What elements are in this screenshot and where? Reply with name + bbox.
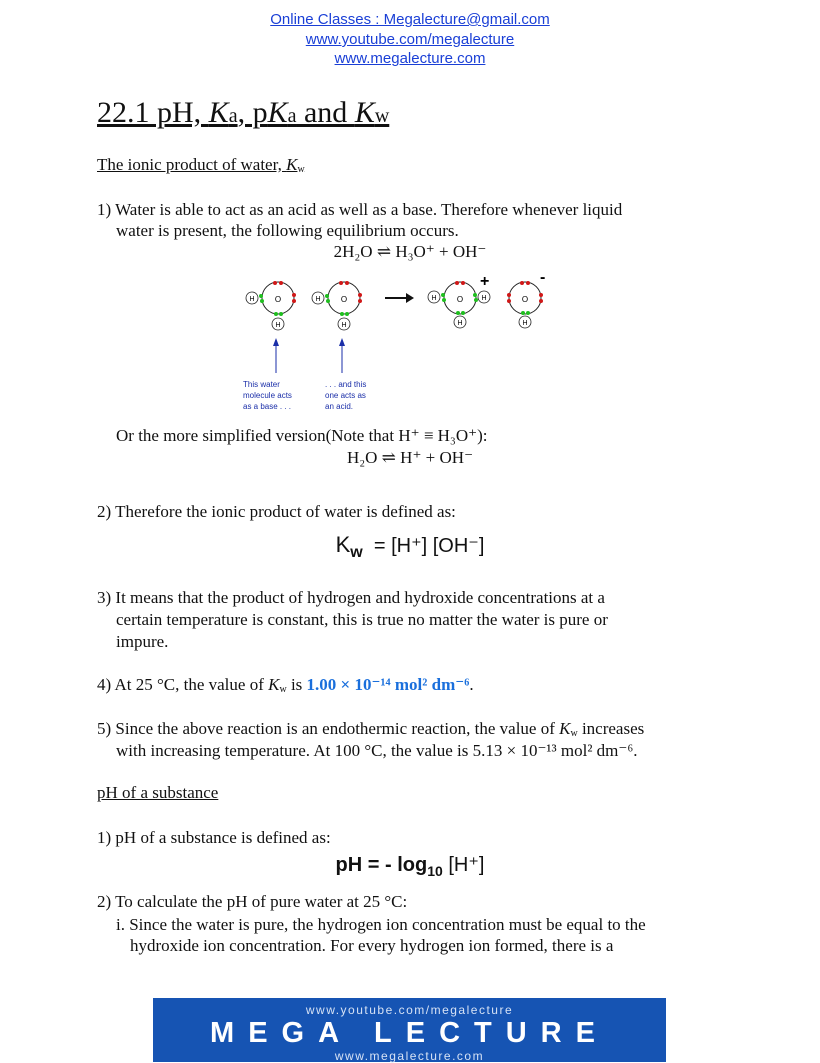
point3-line2: certain temperature is constant, this is true no matter the water is pure or xyxy=(116,610,608,629)
title-part: 22.1 pH, xyxy=(97,96,209,129)
hydroxide-ion xyxy=(507,269,545,328)
atom-o: O xyxy=(456,295,464,304)
simplified-note: Or the more simplified version(Note that H⁺ ≡ H₃O⁺): xyxy=(116,426,488,445)
title-part: , p xyxy=(237,96,268,129)
point5-sub: w xyxy=(570,728,578,739)
reaction-arrow xyxy=(385,293,414,303)
negative-charge: - xyxy=(540,269,546,286)
ph-rhs: [H⁺] xyxy=(442,854,485,876)
header-youtube-link[interactable]: www.youtube.com/megalecture xyxy=(305,31,515,48)
point4-sub: w xyxy=(279,684,287,695)
atom-h: H xyxy=(275,322,281,329)
kw-sub: w xyxy=(350,544,363,561)
title-sub: a xyxy=(228,105,238,127)
ph-point2-line1: 2) To calculate the pH of pure water at 25 °C: xyxy=(97,892,408,911)
equilibrium-equation: 2H₂O ⇌ H₃O⁺ + OH⁻ xyxy=(333,242,487,261)
point4-end: . xyxy=(469,675,474,694)
kw-formula xyxy=(0,532,820,562)
title-sub: a xyxy=(287,105,297,127)
kw-k: K xyxy=(335,532,351,557)
ph-log-base: 10 xyxy=(427,863,443,879)
label-base-line: This water xyxy=(243,380,280,389)
water-molecule-1 xyxy=(246,281,296,330)
banner-youtube-text: www.youtube.com/megalecture xyxy=(305,1003,514,1017)
simplified-equation: H₂O ⇌ H⁺ + OH⁻ xyxy=(346,448,474,467)
point5-pre: 5) Since the above reaction is an endothermic reaction, the value of xyxy=(97,719,560,738)
label-base-line: as a base . . . xyxy=(243,402,292,411)
header-email-link[interactable]: Online Classes : Megalecture@gmail.com xyxy=(270,11,550,28)
point1-line2: water is present, the following equilibrium occurs. xyxy=(116,221,459,240)
label-base-line: molecule acts xyxy=(243,391,292,400)
ph-point2-line3: hydroxide ion concentration. For every hydrogen ion formed, there is a xyxy=(130,936,614,955)
point4-k: K xyxy=(268,675,280,694)
point4-pre: 4) At 25 °C, the value of xyxy=(97,675,269,694)
point4 xyxy=(97,674,474,700)
atom-o: O xyxy=(340,295,348,304)
hydronium-ion xyxy=(428,273,490,328)
banner-brand: MEGA LECTURE xyxy=(210,1017,609,1049)
water-molecule-2 xyxy=(312,281,362,330)
atom-h: H xyxy=(249,296,255,303)
point5-line2: with increasing temperature. At 100 °C, the value is 5.13 × 10⁻¹³ mol² dm⁻⁶. xyxy=(116,741,638,760)
label-acid-line: one acts as xyxy=(325,391,366,400)
title-k: K xyxy=(267,96,288,129)
point5-k: K xyxy=(559,719,571,738)
point5-post: increases xyxy=(577,719,645,738)
point1-line1: 1) Water is able to act as an acid as well as a base. Therefore whenever liquid xyxy=(97,200,623,219)
mega-lecture-banner xyxy=(153,998,666,1062)
title-k: K xyxy=(208,96,229,129)
section-heading-ionic-product xyxy=(97,155,305,175)
atom-h: H xyxy=(481,295,487,302)
atom-h: H xyxy=(315,296,321,303)
atom-h: H xyxy=(457,320,463,327)
ph-lhs: pH = - log xyxy=(335,854,428,876)
atom-h: H xyxy=(341,322,347,329)
section-k: K xyxy=(286,155,298,174)
positive-charge: + xyxy=(480,273,490,290)
header-website-link[interactable]: www.megalecture.com xyxy=(334,50,486,67)
kw-value-highlight: 1.00 × 10⁻¹⁴ mol² dm⁻⁶ xyxy=(306,675,470,694)
title-k: K xyxy=(354,96,375,129)
atom-h: H xyxy=(522,320,528,327)
point4-mid: is xyxy=(286,675,307,694)
banner-website-text: www.megalecture.com xyxy=(334,1049,485,1063)
section-sub: w xyxy=(297,164,305,175)
label-acid-line: an acid. xyxy=(325,402,354,411)
water-autoionization-diagram xyxy=(240,268,570,418)
ph-formula xyxy=(0,852,820,879)
page-title xyxy=(97,96,389,130)
kw-rhs: = [H⁺] [OH⁻] xyxy=(373,535,485,557)
title-sub: w xyxy=(374,105,390,127)
ph-point1: 1) pH of a substance is defined as: xyxy=(97,828,331,847)
atom-o: O xyxy=(274,295,282,304)
atom-h: H xyxy=(431,295,437,302)
point3-line1: 3) It means that the product of hydrogen and hydroxide concentrations at a xyxy=(97,588,605,607)
point3-line3: impure. xyxy=(116,632,169,651)
ph-point2-line2: i. Since the water is pure, the hydrogen ion concentration must be equal to the xyxy=(116,915,646,934)
section-heading-ph: pH of a substance xyxy=(97,783,219,802)
point2: 2) Therefore the ionic product of water is defined as: xyxy=(97,502,456,521)
title-part: and xyxy=(296,96,355,129)
atom-o: O xyxy=(521,295,529,304)
label-acid-line: . . . and this xyxy=(325,380,367,389)
section-text: The ionic product of water, xyxy=(97,155,287,174)
